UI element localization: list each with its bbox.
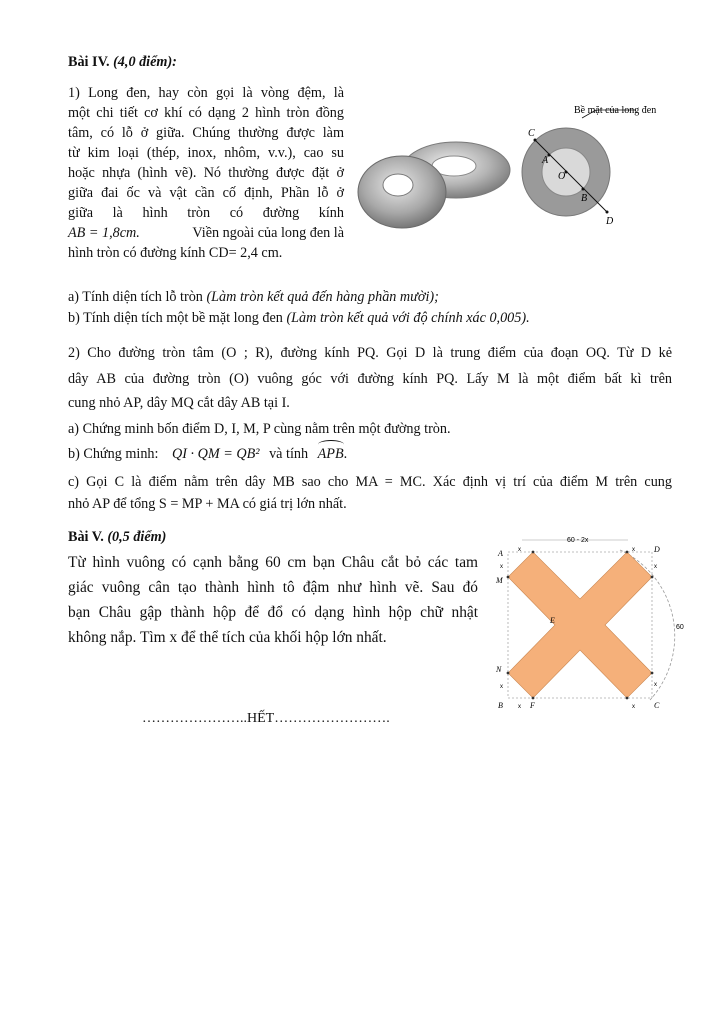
bai4-p1 — [68, 83, 344, 263]
p2-line: dây AB của đường tròn (O) vuông góc với đường kính PQ. Lấy M là một điểm bất kì trên — [68, 371, 672, 387]
x-label: x — [518, 547, 521, 553]
p2-c-line: nhỏ AP để tổng S = MP + MA có giá trị lớn nhất. — [68, 496, 347, 512]
p1-line: hình tròn có đường kính CD= 2,4 cm. — [68, 245, 283, 261]
end-marker: …………………..HẾT……………………. — [142, 711, 390, 726]
qb-note: (Làm tròn kết quả với độ chính xác 0,005). — [286, 310, 530, 326]
label-o: O — [558, 171, 566, 182]
x-label: x — [654, 682, 657, 688]
bai4-heading — [68, 54, 177, 71]
p1-line: hoặc nhựa (hình vẽ). Nó thường được đặt ở — [68, 165, 344, 181]
bai4-p2 — [68, 343, 672, 413]
p2-b-arc: APB — [318, 446, 344, 463]
p2-line: cung nhỏ AP, dây MQ cắt dây AB tại I. — [68, 395, 290, 411]
x-shape — [508, 552, 652, 698]
x-label: x — [632, 704, 635, 710]
bai4-title: Bài IV. — [68, 54, 110, 70]
label-m: M — [496, 576, 503, 585]
bai5-line: giác vuông cân tạo thành hình tô đậm như hình vẽ. Sau đó — [68, 579, 478, 596]
p2-line: 2) Cho đường tròn tâm (O ; R), đường kính PQ. Gọi D là trung điểm của đoạn OQ. Từ D kẻ — [68, 345, 672, 361]
p1-line-rest: Viền ngoài của long đen là — [192, 225, 344, 241]
p1-line: giữa là hình tròn có đường kính — [68, 205, 344, 221]
p1-line: giữa đai ốc và vật cần cố định, Phần lỗ ở — [68, 185, 344, 201]
label-b: B — [498, 701, 503, 710]
bai4-points: (4,0 điểm): — [113, 54, 177, 70]
p2-b-mid: và tính — [269, 446, 309, 462]
bai5-heading — [68, 529, 166, 546]
p1-line: 1) Long đen, hay còn gọi là vòng đệm, là — [68, 85, 344, 101]
label-c: C — [528, 128, 535, 139]
qb-text: b) Tính diện tích một bề mặt long đen — [68, 310, 283, 326]
p1-line — [68, 223, 344, 243]
label-a: A — [498, 549, 503, 558]
bai5-line: không nắp. Tìm x để thể tích của khối hộp lớn nhất. — [68, 629, 387, 646]
p1-line: từ kim loại (thép, inox, nhôm, v.v.), cao su — [68, 145, 344, 161]
washer-caption: Bề mặt của long đen — [574, 105, 657, 116]
x-label: x — [632, 547, 635, 553]
label-f: F — [530, 701, 535, 710]
x-label: x — [518, 704, 521, 710]
ab-formula: AB = 1,8cm. — [68, 225, 140, 241]
label-n: N — [496, 665, 502, 674]
qa-text: a) Tính diện tích lỗ tròn — [68, 289, 203, 305]
x-label: x — [500, 684, 503, 690]
label-d: D — [606, 216, 614, 227]
bai5-points: (0,5 điểm) — [107, 529, 167, 545]
p2-b-formula: QI · QM = QB² — [172, 446, 260, 462]
label-c: C — [654, 701, 660, 710]
p2-c — [68, 471, 672, 515]
box-net-figure — [490, 530, 690, 715]
p2-b: b) Chứng minh: QI · QM = QB² và tính APB. — [68, 446, 347, 463]
bai5-line: bạn Châu gập thành hộp để đổ có dạng hình hộp chữ nhật — [68, 604, 478, 621]
x-label: x — [500, 564, 503, 570]
label-a: A — [542, 155, 549, 166]
qa-note: (Làm tròn kết quả đến hàng phần mười); — [206, 289, 439, 305]
p1-line: tâm, có lỗ ở giữa. Chúng thường được làm — [68, 125, 344, 141]
top-label: 60 - 2x — [567, 537, 589, 544]
side-label: 60 — [676, 624, 684, 631]
x-label: x — [654, 564, 657, 570]
label-d: D — [654, 545, 660, 554]
bai4-qb — [68, 310, 530, 327]
arc-mark — [318, 440, 344, 449]
bai5-line: Từ hình vuông có cạnh bằng 60 cm bạn Châu cắt bỏ các tam — [68, 554, 478, 571]
p2-b-prefix: b) Chứng minh: — [68, 446, 159, 462]
washer-photo — [356, 130, 512, 236]
label-b: B — [581, 193, 588, 204]
p1-line: một chi tiết cơ khí có dạng 2 hình tròn đồng — [68, 105, 344, 121]
bai5-text — [68, 550, 478, 650]
p2-a: a) Chứng minh bốn điểm D, I, M, P cùng nằm trên một đường tròn. — [68, 421, 451, 437]
washer-diagram — [518, 100, 698, 228]
p2-c-line: c) Gọi C là điểm nằm trên dây MB sao cho MA = MC. Xác định vị trí của điểm M trên cung — [68, 474, 672, 490]
label-e: E — [550, 616, 555, 625]
bai4-qa — [68, 289, 439, 306]
bai5-title: Bài V. — [68, 529, 104, 545]
